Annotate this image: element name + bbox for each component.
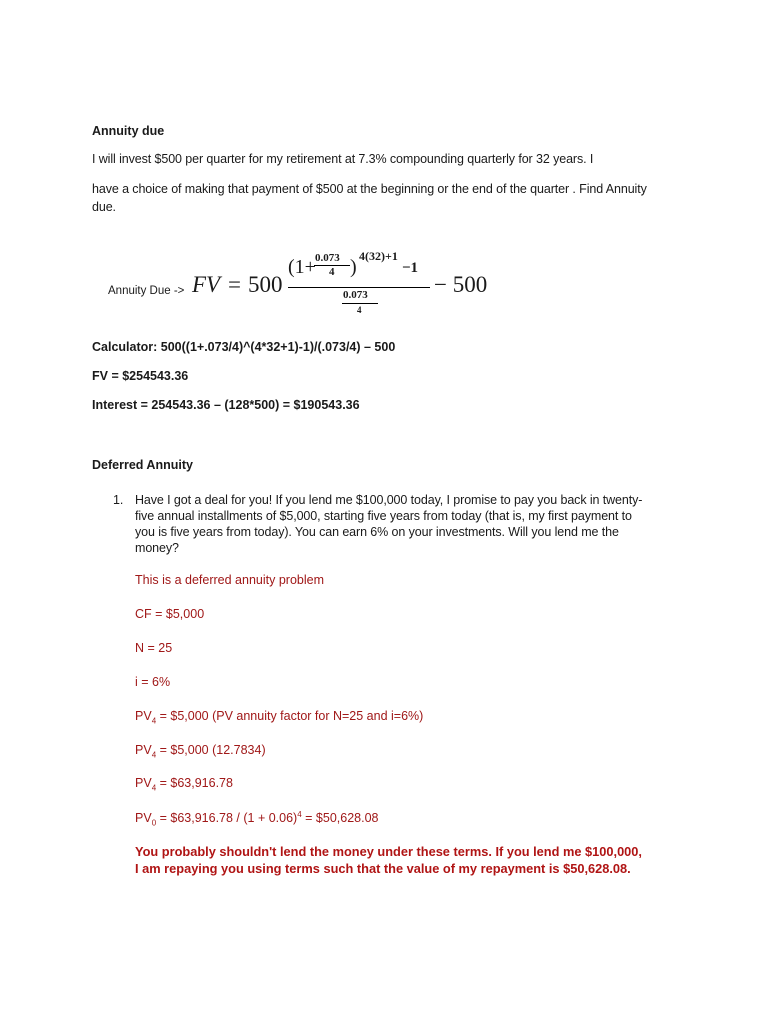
formula-denominator-bar [342, 303, 378, 304]
formula-inner-denominator: 4 [329, 266, 335, 278]
formula-close-paren: ) [350, 256, 357, 278]
annuity-due-paragraph-2-line-2: due. [92, 200, 116, 214]
i-value: i = 6% [135, 675, 171, 689]
formula-minus-500: − 500 [434, 272, 488, 297]
question-line-2: five annual installments of $5,000, starting five years from today (that is, my first payment to [135, 509, 632, 523]
cf-value: CF = $5,000 [135, 607, 205, 621]
list-item-number: 1. [113, 493, 124, 507]
deferred-note: This is a deferred annuity problem [135, 573, 324, 587]
formula-exponent: 4(32)+1 [359, 249, 398, 263]
deferred-annuity-heading: Deferred Annuity [92, 458, 193, 472]
question-line-3: you is five years from today). You can earn 6% on your investments. Will you lend me the [135, 525, 619, 539]
conclusion-line-2: I am repaying you using terms such that the value of my repayment is $50,628.08. [135, 861, 631, 876]
formula-fv: FV [192, 272, 221, 297]
formula-inner-numerator: 0.073 [315, 252, 340, 264]
fv-result: FV = $254543.36 [92, 369, 189, 383]
pv4-line-3: $PV_4$ = $63,916.78 [135, 776, 233, 793]
formula-coefficient: 500 [248, 272, 283, 297]
formula-label: Annuity Due -> [108, 285, 185, 297]
pv0-line: $PV_0$ = $63,916.78 / $(1 + 0.06)^4$ = $50,628.08 [135, 810, 379, 828]
pv4-line-1: $PV_4$ = $5,000 (PV annuity factor for N=25 and i=6%) [135, 709, 424, 726]
question-line-1: Have I got a deal for you! If you lend me $100,000 today, I promise to pay you back in twenty- [135, 493, 643, 507]
formula-denominator-numerator: 0.073 [343, 289, 368, 301]
conclusion-line-1: You probably shouldn't lend the money under these terms. If you lend me $100,000, [135, 844, 642, 859]
formula-equals: = [228, 272, 241, 297]
formula-main-fraction-bar [288, 287, 430, 288]
annuity-due-paragraph-2-line-1: have a choice of making that payment of $500 at the beginning or the end of the quarter . Find Annuity [92, 182, 647, 196]
formula-open-paren: (1+ [288, 256, 316, 278]
annuity-due-paragraph-1: I will invest $500 per quarter for my retirement at 7.3% compounding quarterly for 32 years. I [92, 152, 594, 166]
pv4-line-2: $PV_4$ = $5,000 (12.7834) [135, 743, 266, 760]
annuity-due-heading: Annuity due [92, 124, 165, 138]
n-value: N = 25 [135, 641, 173, 655]
calculator-line: Calculator: 500((1+.073/4)^(4*32+1)-1)/(.073/4) – 500 [92, 340, 396, 354]
interest-result: Interest = 254543.36 – (128*500) = $190543.36 [92, 398, 360, 412]
formula-denominator-denominator: 4 [357, 305, 362, 315]
question-line-4: money? [135, 541, 179, 555]
formula-minus-one: −1 [402, 260, 419, 276]
